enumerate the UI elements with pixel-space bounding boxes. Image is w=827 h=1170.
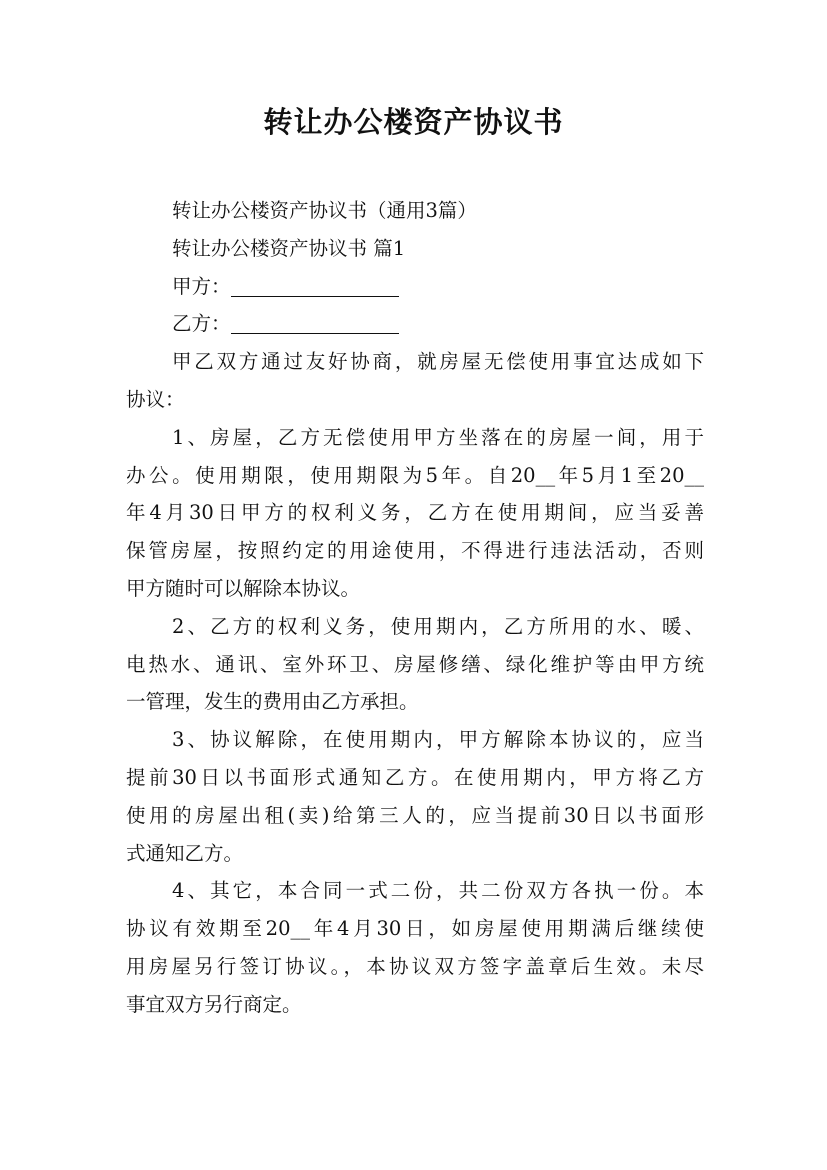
party-b-label: 乙方：: [172, 312, 231, 336]
paragraph-line: 一管理，发生的费用由乙方承担。: [126, 690, 419, 714]
paragraph-line: 协议：: [126, 387, 185, 411]
party-b-blank: [231, 313, 399, 334]
party-a-blank: [231, 276, 399, 297]
paragraph-line: 电热水、通讯、室外环卫、房屋修缮、绿化维护等由甲方统: [126, 652, 704, 676]
paragraph-line: 办公。使用期限，使用期限为5年。自20__年5月1至20__: [126, 463, 704, 487]
paragraph-line: 保管房屋，按照约定的用途使用，不得进行违法活动，否则: [126, 539, 704, 563]
paragraph-line: 1、房屋，乙方无偿使用甲方坐落在的房屋一间，用于: [172, 425, 704, 449]
party-a-label: 甲方：: [172, 274, 231, 298]
paragraph-line: 2、乙方的权利义务，使用期内，乙方所用的水、暖、: [172, 614, 704, 638]
paragraph-line: 甲方随时可以解除本协议。: [126, 576, 361, 600]
paragraph-line: 用房屋另行签订协议。，本协议双方签字盖章后生效。未尽: [126, 954, 704, 978]
paragraph-line: 协议有效期至20__年4月30日，如房屋使用期满后继续使: [126, 917, 704, 941]
document-title: 转让办公楼资产协议书: [263, 105, 564, 139]
paragraph-line: 4、其它，本合同一式二份，共二份双方各执一份。本: [172, 879, 704, 903]
paragraph-line: 甲乙双方通过友好协商，就房屋无偿使用事宜达成如下: [172, 350, 704, 374]
paragraph-line: 使用的房屋出租(卖)给第三人的，应当提前30日以书面形: [126, 803, 704, 827]
document-subtitle: 转让办公楼资产协议书（通用3篇）: [172, 199, 477, 222]
party-a-line: [126, 268, 704, 306]
party-b-line: [126, 305, 704, 343]
paragraph-line: 年4月30日甲方的权利义务，乙方在使用期间，应当妥善: [126, 501, 704, 525]
paragraph-line: 3、协议解除，在使用期内，甲方解除本协议的，应当: [172, 728, 704, 752]
section-heading: 转让办公楼资产协议书 篇1: [172, 236, 406, 260]
document-body: [126, 192, 704, 1024]
paragraph-line: 提前30日以书面形式通知乙方。在使用期内，甲方将乙方: [126, 765, 704, 789]
paragraph-line: 式通知乙方。: [126, 841, 244, 865]
paragraph-line: 事宜双方另行商定。: [126, 992, 302, 1016]
